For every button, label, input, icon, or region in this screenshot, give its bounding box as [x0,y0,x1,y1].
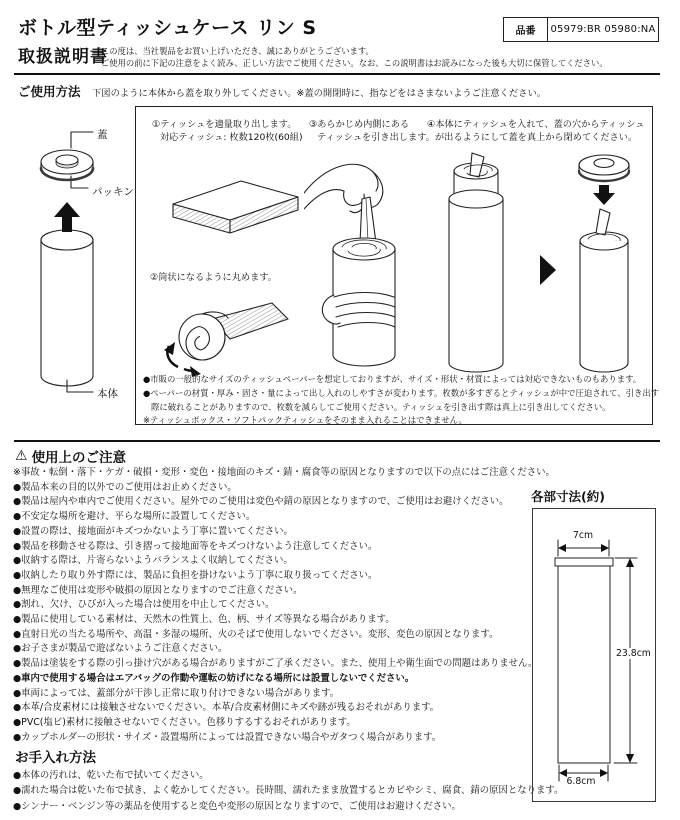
usage-note: 際に破れることがありますので、枚数を減らしてご使用ください。ティッシュを引き出す際は真上に引き出してください。 [151,401,611,412]
caution-item: ●本革/合皮素材には接触させないでください。本革/合皮素材側にキズや跡が残るおそれがあります。 [13,702,440,714]
intro-line: ご使用の前に下記の注意をよく読み、正しい方法でご使用ください。なお、この説明書はお読みになった後も大切に保管してください。 [101,57,608,68]
rolled-tissue-illustration [160,293,300,377]
intro-line: この度は、当社製品をお買い上げいただき、誠にありがとうございます。 [101,46,374,56]
step3-text: ③あらかじめ内側にある [309,119,410,130]
manual-title: 取扱説明書 [18,47,108,67]
caution-item: ●不安定な場所を避け、平らな場所に設置してください。 [13,511,256,523]
caution-item: ●製品本来の目的以外でのご使用はお止めください。 [13,481,237,493]
pull-tissue-illustration [304,147,422,373]
caution-item: ●割れ、欠け、ひびが入った場合は使用を中止してください。 [13,599,275,611]
cautions-section-heading [15,446,126,466]
dimension-height: 23.8cm [616,648,651,659]
parts-diagram [25,118,145,408]
divider [14,440,660,442]
step2-text: ②筒状になるように丸めます。 [150,272,277,283]
caution-item-emphasized: ●車内で使用する場合はエアバッグの作動や運転の妨げになる場所には設置しないでください。 [13,672,415,684]
body-label: 本体 [97,388,118,400]
right-arrow-icon [540,255,556,285]
caution-item: ●製品を移動させる際は、引き摺って接地面等をキズつけないよう注意してください。 [13,540,378,552]
intro-text [101,46,608,69]
caution-item: ●無理なご使用は変形や破損の原因となりますのでご注意ください。 [13,584,303,596]
page-title: ボトル型ティッシュケース リン S [18,17,317,39]
tissue-stack-illustration [168,173,303,235]
cautions-heading-text: 使用上のご注意 [31,450,127,466]
care-list [13,768,563,814]
usage-note: ●市販の一般的なサイズのティッシュペーパーを想定しておりますが、サイズ・形状・材質によっては対応できないものもあります。 [143,374,642,384]
step4-text: が出るようにして蓋を真上から閉めてください。 [435,132,638,143]
step4-text: ④本体にティッシュを入れて、蓋の穴からティッシュ [427,119,645,130]
usage-note: ●ペーパーの材質・厚み・固さ・量によって出し入れのしやすさが変わります。枚数が多すぎるとティッシュが中で圧迫されて、引き出す [143,387,660,398]
dimensions-heading: 各部寸法(約) [531,489,605,504]
care-item: ●濡れた場合は乾いた布で拭き、よく乾かしてください。長時間、濡れたまま放置するとカビやシミ、腐食、錆の原因となります。 [13,785,564,797]
dimension-bottom-width: 6.8cm [566,776,596,787]
step1-text: ①ティッシュを適量取り出します。 [152,119,297,130]
caution-item: ●製品は屋内や車内でご使用ください。屋外でのご使用は変色や錆の原因となりますので、ご使用はお避けください。 [13,496,509,508]
assemble-illustration [432,149,647,373]
caution-item: ●収納する際は、片寄らないようバランスよく収納してください。 [13,555,293,567]
caution-item: ●カップホルダーの形状・サイズ・設置場所によっては設置できない場合やガタつく場合があります。 [13,731,442,743]
step3-text: ティッシュを引き出します。 [317,132,435,143]
usage-notes [143,373,659,428]
usage-steps-box [135,106,660,426]
warning-icon: ⚠ [15,448,28,464]
packing-label: パッキン [92,186,134,198]
usage-section-description: 下図のように本体から蓋を取り外してください。※蓋の開閉時に、指などをはさまないようご注意ください。 [92,88,547,99]
care-item: ●シンナー・ベンジン等の薬品を使用すると変色や変形の原因となりますので、ご使用はお避けください。 [13,800,461,812]
dimension-top-width: 7cm [572,530,594,541]
up-arrow-icon [54,202,80,232]
dimension-diagram [532,508,656,802]
caution-item: ●設置の際は、接地面がキズつかないよう丁寧に置いてください。 [13,525,293,537]
caution-item: ※事故・転倒・落下・ケガ・破損・変形・変色・接地面のキズ・錆・腐食等の原因となりますので以下の点にはご注意ください。 [13,467,555,478]
divider [14,73,660,75]
caution-item: ●直射日光の当たる場所や、高温・多湿の場所、火のそばで使用しないでください。変形、変色の原因となります。 [13,628,499,640]
caution-item: ●お子さまが製品で遊ばないようご注意ください。 [13,643,228,655]
part-number-label: 品番 [504,18,548,41]
usage-section-heading: ご使用方法 [18,84,81,99]
part-number-box [503,17,659,42]
lid-label: 蓋 [97,129,108,141]
caution-item: ●製品は塗装をする際の引っ掛け穴がある場合がありますがご了承ください。また、使用上や衛生面での問題はありません。 [13,658,538,670]
step1-text: 対応ティッシュ: 枚数120枚(60組) [160,132,303,143]
usage-note: ※ティッシュボックス・ソフトパックティッシュをそのまま入れることはできません。 [143,415,467,426]
care-section-heading: お手入れ方法 [15,750,96,766]
caution-list [13,466,555,745]
caution-item: ●製品に使用している素材は、天然木の性質上、色、柄、サイズ等異なる場合があります。 [13,614,395,626]
caution-item: ●車両によっては、蓋部分が干渉し正常に取り付けできない場合があります。 [13,687,340,699]
care-item: ●本体の汚れは、乾いた布で拭いてください。 [13,770,209,781]
part-number-value: 05979:BR 05980:NA [550,24,656,35]
caution-item: ●PVC(塩ビ)素材に接触させないでください。色移りするするおそれがあります。 [13,716,356,728]
caution-item: ●収納したり取り外す際には、製品に負担を掛けないよう丁寧に取り扱ってください。 [13,569,378,581]
down-arrow-icon [593,185,615,205]
